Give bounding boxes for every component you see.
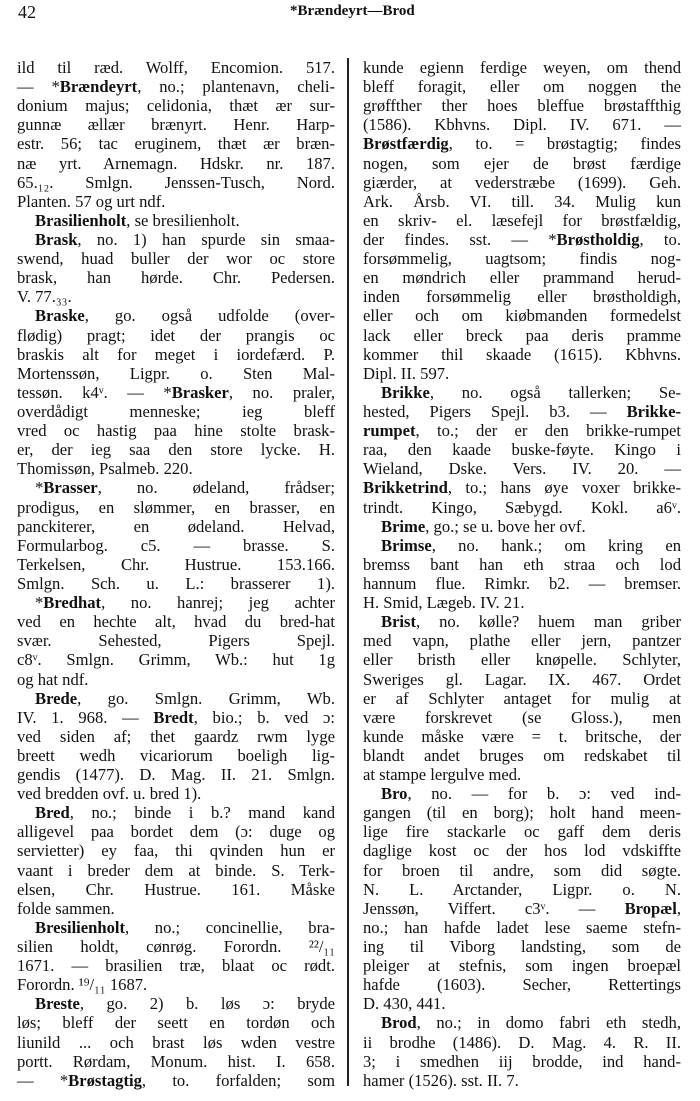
text-line bbox=[363, 765, 681, 784]
text-segment: gendis (1477). D. Mag. II. 21. Smlgn. bbox=[17, 765, 335, 785]
text-line bbox=[17, 631, 335, 650]
text-line bbox=[363, 1033, 681, 1052]
text-line bbox=[17, 459, 335, 478]
text-segment: donium majus; celidonia, thæt ær sur- bbox=[17, 96, 335, 116]
headword: Brikke- bbox=[626, 401, 681, 421]
text-line bbox=[17, 937, 335, 956]
text-line bbox=[363, 459, 681, 478]
text-line bbox=[17, 899, 335, 918]
text-segment: , to.; der er den brikke-rumpet bbox=[415, 421, 681, 441]
text-line bbox=[17, 918, 335, 937]
text-line bbox=[363, 173, 681, 192]
text-line bbox=[363, 345, 681, 364]
headword: Brede bbox=[35, 688, 78, 708]
text-segment: , no. 1) han spurde sin smaa- bbox=[77, 229, 335, 249]
text-line bbox=[17, 517, 335, 536]
text-segment: ild til ræd. Wolff, Encomion. 517. bbox=[17, 58, 335, 77]
text-segment: , to. = brøstagtig; findes bbox=[448, 134, 681, 154]
text-segment: ii brodhe (1486). D. Mag. 4. R. II. bbox=[363, 1032, 681, 1052]
text-line bbox=[363, 96, 681, 115]
headword: Brikke bbox=[381, 382, 430, 402]
text-line bbox=[17, 765, 335, 784]
headword: rumpet bbox=[363, 421, 416, 441]
text-line bbox=[17, 192, 335, 211]
text-segment: giærder, at vederstræbe (1699). Geh. bbox=[363, 172, 681, 192]
headword: Brændeyrt bbox=[59, 77, 138, 97]
text-line bbox=[363, 134, 681, 153]
text-line bbox=[363, 440, 681, 459]
text-line bbox=[17, 593, 335, 612]
text-line bbox=[363, 230, 681, 249]
text-segment: N. L. Arctander, Ligpr. o. N. bbox=[363, 879, 681, 899]
text-line bbox=[363, 517, 681, 536]
text-segment: lige fire stackarle oc gaff dem deris bbox=[363, 822, 681, 842]
text-line bbox=[363, 77, 681, 96]
text-segment: servietter) ey faa, thi qvinden hun er bbox=[17, 841, 335, 861]
text-line bbox=[363, 822, 681, 841]
text-segment: løs; bleff der seett en tordøn och bbox=[17, 1013, 335, 1033]
headword: Bred bbox=[35, 803, 70, 823]
text-line bbox=[17, 1033, 335, 1052]
text-segment: , bbox=[676, 898, 681, 918]
text-line bbox=[363, 58, 681, 77]
text-segment: eller bristh eller knøpelle. Schlyter, bbox=[363, 650, 681, 670]
text-segment: Mortenssøn, Ligpr. o. Sten Mal- bbox=[17, 363, 335, 383]
headword: Bro bbox=[381, 784, 408, 804]
text-line bbox=[363, 631, 681, 650]
text-segment: silien holdt, cønrøg. Forordn. ²²/₁₁ bbox=[17, 937, 335, 957]
text-line bbox=[363, 383, 681, 402]
text-line bbox=[363, 841, 681, 860]
text-segment: no.; han hafde ladet lese saeme stefn- bbox=[363, 917, 681, 937]
text-line bbox=[17, 154, 335, 173]
text-line bbox=[17, 211, 335, 230]
text-line bbox=[363, 154, 681, 173]
text-line bbox=[17, 650, 335, 669]
text-line bbox=[17, 708, 335, 727]
text-line bbox=[363, 192, 681, 211]
text-segment: der findes. sst. — * bbox=[363, 229, 557, 249]
text-segment: gangen (til en borg); holt hand meen- bbox=[363, 803, 681, 823]
text-line bbox=[17, 784, 335, 803]
text-line bbox=[363, 555, 681, 574]
text-segment: , go. Smlgn. Grimm, Wb. bbox=[77, 688, 335, 708]
text-segment: , no.; plantenavn, cheli- bbox=[137, 77, 335, 97]
text-segment: , go. også udfolde (over- bbox=[84, 306, 335, 326]
text-line bbox=[17, 1013, 335, 1032]
text-segment: ved en hechte alt, hvad du bred-hat bbox=[17, 612, 335, 632]
text-line bbox=[363, 937, 681, 956]
running-title: *Brændeyrt—Brod bbox=[290, 3, 415, 19]
text-segment: c8ᵛ. Smlgn. Grimm, Wb.: hut 1g bbox=[17, 650, 335, 670]
headword: Brøstholdig bbox=[556, 229, 640, 249]
text-line bbox=[363, 650, 681, 669]
text-line bbox=[363, 612, 681, 631]
text-line bbox=[363, 268, 681, 287]
text-line bbox=[363, 364, 681, 383]
text-segment: ved bredden ovf. u. bred 1). bbox=[17, 784, 202, 804]
text-segment: (1586). Kbhvns. Dipl. IV. 671. — bbox=[363, 115, 681, 135]
text-segment: IV. 1. 968. — bbox=[17, 707, 154, 727]
text-segment: , no. — for b. ɔ: ved ind- bbox=[407, 784, 681, 804]
text-segment: — * bbox=[17, 77, 60, 97]
text-line bbox=[363, 536, 681, 555]
text-segment: , no. kølle? huem man griber bbox=[416, 612, 681, 632]
text-segment: V. 77.₃₃. bbox=[17, 287, 72, 307]
headword: Brasker bbox=[171, 382, 229, 402]
text-segment: vaant i breder dem at binde. S. Terk- bbox=[17, 860, 335, 880]
text-line bbox=[363, 975, 681, 994]
headword: Brasser bbox=[43, 478, 98, 498]
text-segment: nogen, som ejer de brøst færdige bbox=[363, 153, 681, 173]
text-line bbox=[17, 364, 335, 383]
text-segment: elsen, Chr. Hustrue. 161. Måske bbox=[17, 879, 335, 899]
text-segment: en møndrich eller prammand herud- bbox=[363, 268, 681, 288]
text-segment: og hat ndf. bbox=[17, 669, 89, 689]
text-segment: Ark. Årsb. VI. till. 34. Mulig kun bbox=[363, 191, 681, 211]
text-segment: 1671. — brasilien træ, blaat oc rødt. bbox=[17, 956, 335, 976]
text-line bbox=[363, 574, 681, 593]
text-line bbox=[17, 478, 335, 497]
text-line bbox=[17, 803, 335, 822]
text-segment: , no. ødeland, frådser; bbox=[97, 478, 335, 498]
text-segment: , bio.; b. ved ɔ: bbox=[193, 707, 335, 727]
text-line bbox=[363, 746, 681, 765]
text-segment: Wieland, Dske. Vers. IV. 20. — bbox=[363, 459, 681, 479]
text-segment: pleiger at stefnis, som ingen broepæl bbox=[363, 956, 681, 976]
text-line bbox=[363, 326, 681, 345]
headword: Brod bbox=[381, 1013, 417, 1033]
text-segment: med vapn, plathe eller jern, pantzer bbox=[363, 631, 681, 651]
text-segment: , no.; in domo fabri eth stedh, bbox=[416, 1013, 681, 1033]
text-line bbox=[363, 249, 681, 268]
headword: Brikketrind bbox=[363, 478, 448, 498]
text-line bbox=[363, 478, 681, 497]
text-segment: hamer (1526). sst. II. 7. bbox=[363, 1070, 519, 1090]
text-segment: , no. hanrej; jeg achter bbox=[101, 593, 335, 613]
text-segment: Smlgn. Sch. u. L.: brasserer 1). bbox=[17, 573, 335, 593]
text-segment: , to.; hans øye voxer brikke- bbox=[447, 478, 681, 498]
text-segment: at stampe lergulve med. bbox=[363, 765, 522, 785]
headword: Brimse bbox=[381, 535, 432, 555]
text-segment: for broen til andre, som did søgte. bbox=[363, 860, 681, 880]
text-segment: svær. Sehested, Pigers Spejl. bbox=[17, 631, 335, 651]
text-segment: D. 430, 441. bbox=[363, 994, 446, 1014]
text-segment: overdådigt menneske; ieg bleff bbox=[17, 401, 335, 421]
text-segment: , no.; concinellie, bra- bbox=[125, 917, 335, 937]
text-segment: breett wedh vicariorum boeligh lig- bbox=[17, 745, 335, 765]
text-segment: gunnæ ællær brænyrt. Henr. Harp- bbox=[17, 115, 335, 135]
text-line bbox=[17, 841, 335, 860]
text-segment: portt. Rørdam, Monum. hist. I. 658. bbox=[17, 1051, 335, 1071]
text-line bbox=[17, 383, 335, 402]
text-line bbox=[17, 1071, 335, 1090]
text-segment: grøffther ther hoes bleffue brøstaffthig bbox=[363, 96, 681, 116]
text-line bbox=[17, 249, 335, 268]
text-segment: Terkelsen, Chr. Hustrue. 153.166. bbox=[17, 554, 335, 574]
text-segment: blandt andet bruges om redskabet til bbox=[363, 745, 681, 765]
text-segment: , no. også tallerken; Se- bbox=[429, 382, 681, 402]
text-segment: eller och om kiøbmanden formedelst bbox=[363, 306, 681, 326]
text-segment: , no. hank.; om kring en bbox=[431, 535, 681, 555]
text-line bbox=[17, 612, 335, 631]
text-segment: liunild ... och brast løs wden vestre bbox=[17, 1032, 335, 1052]
text-segment: trindt. Kingo, Sæbygd. Kokl. a6ᵛ. bbox=[363, 497, 681, 517]
text-line bbox=[17, 574, 335, 593]
text-line bbox=[17, 421, 335, 440]
text-segment: næ yrt. Arnemagn. Hdskr. nr. 187. bbox=[17, 153, 335, 173]
text-line bbox=[363, 689, 681, 708]
text-line bbox=[363, 211, 681, 230]
text-segment: vred oc hastig paa hine stolte brask- bbox=[17, 421, 335, 441]
text-segment: bremss bant han eth straa och lod bbox=[363, 554, 681, 574]
column-divider bbox=[347, 58, 349, 1086]
text-line bbox=[363, 1013, 681, 1032]
headword: Breste bbox=[35, 994, 80, 1014]
text-segment: hested, Pigers Spejl. b3. — bbox=[363, 401, 627, 421]
text-line bbox=[363, 880, 681, 899]
text-segment: 3; i smedhen iij brodde, ind hand- bbox=[363, 1051, 681, 1071]
headword: Bredt bbox=[153, 707, 194, 727]
text-segment: estr. 56; tac eruginem, thæt ær bræn- bbox=[17, 134, 335, 154]
text-line bbox=[17, 173, 335, 192]
text-segment: være forskrevet (se Gloss.), men bbox=[363, 707, 681, 727]
text-segment: prodigus, en slømmer, en brasser, en bbox=[17, 497, 335, 517]
page-number: 42 bbox=[18, 2, 36, 22]
headword: Brime bbox=[381, 516, 426, 536]
text-segment: — * bbox=[17, 1070, 69, 1090]
text-segment: bleff foragit, eller om noggen the bbox=[363, 77, 681, 97]
text-segment: Thomissøn, Psalmeb. 220. bbox=[17, 459, 193, 479]
headword: Brasilienholt bbox=[35, 210, 127, 230]
text-segment: Jenssøn, Viffert. c3ᵛ. — bbox=[363, 898, 625, 918]
text-line bbox=[363, 498, 681, 517]
headword: Bresilienholt bbox=[35, 917, 126, 937]
text-segment: er af Schlyter antaget for mulig at bbox=[363, 688, 681, 708]
text-segment: Forordn. ¹⁹/₁₁ 1687. bbox=[17, 975, 148, 995]
text-segment: Planten. 57 og urt ndf. bbox=[17, 191, 166, 211]
text-line bbox=[17, 1052, 335, 1071]
text-line bbox=[363, 956, 681, 975]
text-segment: Dipl. II. 597. bbox=[363, 363, 450, 383]
text-segment: * bbox=[35, 478, 44, 498]
text-line bbox=[17, 115, 335, 134]
text-segment: kunde egienn ferdige weyen, om thend bbox=[363, 58, 681, 77]
text-line bbox=[17, 134, 335, 153]
text-line bbox=[363, 670, 681, 689]
text-line bbox=[17, 689, 335, 708]
text-segment: er, der ieg saa den store lycke. H. bbox=[17, 440, 335, 460]
text-line bbox=[363, 861, 681, 880]
text-line bbox=[363, 803, 681, 822]
text-line bbox=[363, 727, 681, 746]
text-segment: raa, den kaade buske-føyte. Kingo i bbox=[363, 440, 681, 460]
text-line bbox=[17, 536, 335, 555]
text-segment: hannum flue. Rimkr. b2. — bremser. bbox=[363, 573, 681, 593]
text-segment: , se bresilienholt. bbox=[126, 210, 240, 230]
text-segment: hafde (1603). Secher, Rettertings bbox=[363, 975, 681, 995]
text-segment: forsømmelig, uagtsom; findis nog- bbox=[363, 249, 681, 269]
text-line bbox=[363, 994, 681, 1013]
text-line bbox=[363, 918, 681, 937]
text-segment: braskis alt for meget i iordefærd. P. bbox=[17, 344, 335, 364]
text-line bbox=[363, 1052, 681, 1071]
text-line bbox=[17, 402, 335, 421]
text-line bbox=[17, 555, 335, 574]
text-line bbox=[363, 287, 681, 306]
text-line bbox=[17, 58, 335, 77]
text-segment: , go.; se u. bove her ovf. bbox=[425, 516, 586, 536]
text-segment: , go. 2) b. løs ɔ: bryde bbox=[79, 994, 335, 1014]
text-line bbox=[17, 306, 335, 325]
text-segment: alligevel paa bordet dem (ɔ: duge og bbox=[17, 822, 335, 842]
text-segment: Formularbog. c5. — brasse. S. bbox=[17, 535, 335, 555]
text-segment: Sweriges gl. Lagar. IX. 467. Ordet bbox=[363, 669, 681, 689]
text-line bbox=[17, 956, 335, 975]
text-line bbox=[17, 746, 335, 765]
text-line bbox=[17, 326, 335, 345]
text-segment: swend, huad buller der wor oc store bbox=[17, 249, 335, 269]
text-line bbox=[363, 421, 681, 440]
text-segment: tessøn. k4ᵛ. — * bbox=[17, 382, 172, 402]
text-segment: flødig) pragt; idet der prangis oc bbox=[17, 325, 335, 345]
text-line bbox=[17, 861, 335, 880]
text-line bbox=[363, 402, 681, 421]
text-segment: daglige kost oc der hos lod vdskiffte bbox=[363, 841, 681, 861]
headword: Brist bbox=[381, 612, 417, 632]
text-line bbox=[17, 994, 335, 1013]
text-segment: en skriv- el. læsefejl for brøstfældig, bbox=[363, 210, 681, 230]
headword: Brøstagtig bbox=[68, 1070, 142, 1090]
text-line bbox=[17, 268, 335, 287]
text-segment: kunde måske være = t. britsche, der bbox=[363, 726, 681, 746]
text-segment: brask, han hørde. Chr. Pedersen. bbox=[17, 268, 335, 288]
text-segment: , to. bbox=[639, 229, 681, 249]
text-segment: * bbox=[35, 593, 44, 613]
text-line bbox=[17, 230, 335, 249]
text-line bbox=[17, 670, 335, 689]
headword: Braske bbox=[35, 306, 85, 326]
headword: Bropæl bbox=[624, 898, 677, 918]
text-line bbox=[17, 822, 335, 841]
text-segment: panckiterer, en ødeland. Helvad, bbox=[17, 516, 335, 536]
text-segment: folde sammen. bbox=[17, 898, 115, 918]
text-segment: ved siden af; thet gaardz rwm lyge bbox=[17, 726, 335, 746]
text-line bbox=[363, 899, 681, 918]
text-segment: , no.; binde i b.? mand kand bbox=[69, 803, 335, 823]
text-line bbox=[17, 96, 335, 115]
text-line bbox=[17, 77, 335, 96]
headword: Bredhat bbox=[43, 593, 102, 613]
text-line bbox=[363, 1071, 681, 1090]
text-line bbox=[17, 727, 335, 746]
text-line bbox=[17, 287, 335, 306]
text-line bbox=[17, 440, 335, 459]
text-line bbox=[17, 975, 335, 994]
headword: Brask bbox=[35, 229, 78, 249]
text-segment: inden forsømmelig eller brøstholdigh, bbox=[363, 287, 681, 307]
text-segment: H. Smid, Lægeb. IV. 21. bbox=[363, 593, 525, 613]
text-segment: , to. forfalden; som bbox=[141, 1070, 335, 1090]
text-line bbox=[17, 345, 335, 364]
text-segment: kommer thil skaade (1615). Kbhvns. bbox=[363, 344, 681, 364]
left-column bbox=[17, 58, 335, 1090]
text-line bbox=[17, 880, 335, 899]
right-column bbox=[363, 58, 681, 1090]
text-line bbox=[363, 593, 681, 612]
headword: Brøstfærdig bbox=[363, 134, 449, 154]
text-segment: 65.₁₂. Smlgn. Jenssen-Tusch, Nord. bbox=[17, 172, 335, 192]
text-line bbox=[363, 306, 681, 325]
text-line bbox=[363, 115, 681, 134]
text-segment: ing til Viborg landsting, som de bbox=[363, 937, 681, 957]
text-segment: lack eller breck paa deris pramme bbox=[363, 325, 681, 345]
text-line bbox=[363, 784, 681, 803]
text-line bbox=[17, 498, 335, 517]
text-line bbox=[363, 708, 681, 727]
text-segment: , no. praler, bbox=[228, 382, 335, 402]
